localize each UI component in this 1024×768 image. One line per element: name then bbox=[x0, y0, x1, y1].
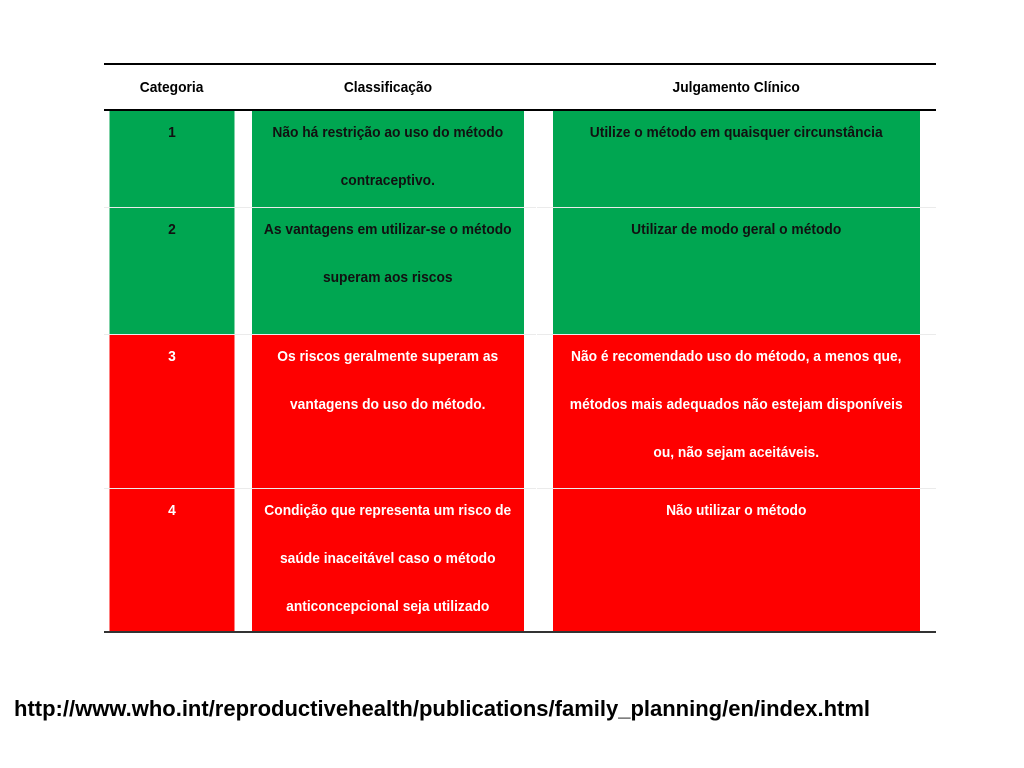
source-url[interactable]: http://www.who.int/reproductivehealth/publications/family_planning/en/index.html bbox=[14, 696, 871, 721]
cell-julgamento: Utilize o método em quaisquer circunstância bbox=[552, 110, 920, 208]
cell-classificacao: Os riscos geralmente superam as vantagens do uso do método. bbox=[252, 335, 524, 489]
header-categoria: Categoria bbox=[104, 64, 240, 110]
cell-julgamento: Não é recomendado uso do método, a menos que, métodos mais adequados não estejam disponíveis ou, não sejam aceitáveis. bbox=[552, 335, 920, 489]
table-row bbox=[104, 208, 936, 335]
cell-julgamento: Não utilizar o método bbox=[552, 489, 920, 633]
cell-classificacao: Condição que representa um risco de saúde inaceitável caso o método anticoncepcional seja utilizado bbox=[252, 489, 524, 633]
table-row bbox=[104, 335, 936, 489]
cell-classificacao: As vantagens em utilizar-se o método superam aos riscos bbox=[252, 208, 524, 335]
cell-classificacao: Não há restrição ao uso do método contraceptivo. bbox=[252, 110, 524, 208]
who-eligibility-table bbox=[104, 63, 936, 633]
cell-julgamento: Utilizar de modo geral o método bbox=[552, 208, 920, 335]
table-row bbox=[104, 489, 936, 633]
cell-categoria: 4 bbox=[109, 489, 234, 633]
header-classificacao: Classificação bbox=[240, 64, 536, 110]
cell-categoria: 2 bbox=[109, 208, 234, 335]
cell-categoria: 1 bbox=[109, 110, 234, 208]
cell-categoria: 3 bbox=[109, 335, 234, 489]
header-julgamento-clinico: Julgamento Clínico bbox=[536, 64, 936, 110]
table-header-row bbox=[104, 64, 936, 110]
table-row bbox=[104, 110, 936, 208]
